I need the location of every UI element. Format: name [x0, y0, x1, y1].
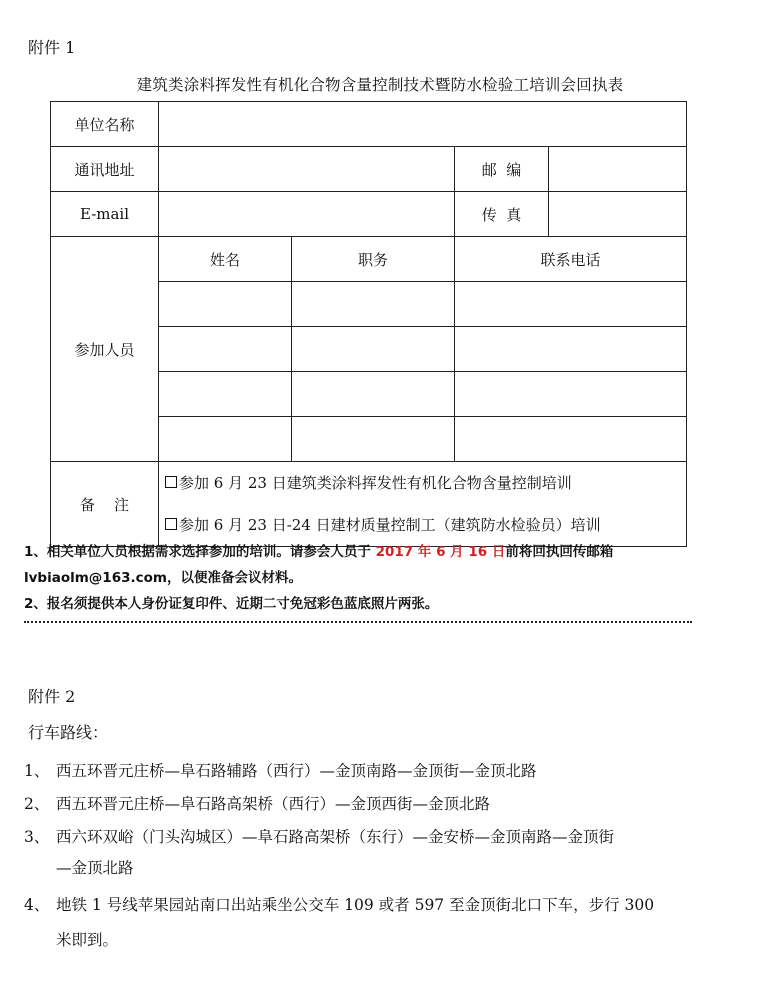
attachment-1-label: 附件 1: [28, 38, 76, 57]
route-text: 地铁 1 号线苹果园站南口出站乘坐公交车 109 或者 597 至金顶街北口下车，步行 300: [56, 896, 655, 914]
label-remarks: 备 注: [51, 462, 159, 547]
participant-phone-field[interactable]: [455, 327, 687, 372]
row-email: [51, 192, 687, 237]
participant-name-field[interactable]: [159, 282, 292, 327]
header-name: 姓名: [159, 237, 292, 282]
label-unit-name: 单位名称: [51, 102, 159, 147]
row-unit: [51, 102, 687, 147]
registration-form-table: [50, 101, 687, 547]
label-address: 通讯地址: [51, 147, 159, 192]
route-item: [24, 759, 537, 781]
note-1-email-line: lvbiaolm@163.com，以便准备会议材料。: [24, 570, 302, 586]
remark-option-1[interactable]: [159, 462, 686, 504]
checkbox-icon[interactable]: [165, 518, 177, 530]
route-continuation: 米即到。: [56, 931, 119, 949]
note-2: 2、报名须提供本人身份证复印件、近期二寸免冠彩色蓝底照片两张。: [24, 596, 439, 612]
route-text: 西六环双峪（门头沟城区）—阜石路高架桥（东行）—金安桥—金顶南路—金顶街: [56, 828, 615, 846]
participant-phone-field[interactable]: [455, 282, 687, 327]
label-postcode: 邮 编: [455, 147, 549, 192]
note-1-text: 1、相关单位人员根据需求选择参加的培训。请参会人员于: [24, 544, 376, 560]
label-participants: 参加人员: [51, 237, 159, 462]
route-number: 2、: [24, 795, 50, 813]
participant-name-field[interactable]: [159, 372, 292, 417]
label-fax: 传 真: [455, 192, 549, 237]
unit-name-field[interactable]: [159, 102, 687, 147]
participant-phone-field[interactable]: [455, 372, 687, 417]
note-1-text-end: 前将回执回传邮箱: [505, 544, 614, 560]
deadline-date: 2017 年 6 月 16 日: [375, 544, 506, 560]
route-item: [24, 792, 490, 814]
fax-field[interactable]: [549, 192, 687, 237]
remarks-options: [159, 462, 687, 547]
header-position: 职务: [292, 237, 455, 282]
route-text: 西五环晋元庄桥—阜石路高架桥（西行）—金顶西街—金顶北路: [56, 795, 491, 813]
remark-option-1-text: 参加 6 月 23 日建筑类涂料挥发性有机化合物含量控制培训: [179, 474, 572, 492]
route-text: 西五环晋元庄桥—阜石路辅路（西行）—金顶南路—金顶街—金顶北路: [56, 762, 537, 780]
route-number: 1、: [24, 762, 50, 780]
note-1: [24, 540, 613, 560]
participant-position-field[interactable]: [292, 372, 455, 417]
route-continuation: —金顶北路: [56, 859, 134, 877]
dotted-divider: [24, 621, 692, 623]
participant-phone-field[interactable]: [455, 417, 687, 462]
participant-position-field[interactable]: [292, 282, 455, 327]
label-email: E-mail: [51, 192, 159, 237]
participant-position-field[interactable]: [292, 417, 455, 462]
row-address: [51, 147, 687, 192]
postcode-field[interactable]: [549, 147, 687, 192]
route-item: [24, 825, 614, 847]
header-phone: 联系电话: [455, 237, 687, 282]
attachment-2-label: 附件 2: [28, 687, 76, 706]
route-item: [24, 893, 654, 915]
route-number: 3、: [24, 828, 50, 846]
route-number: 4、: [24, 896, 50, 914]
remark-option-2-text: 参加 6 月 23 日-24 日建材质量控制工（建筑防水检验员）培训: [179, 516, 601, 534]
route-title: 行车路线：: [28, 723, 109, 742]
checkbox-icon[interactable]: [165, 476, 177, 488]
form-title: 建筑类涂料挥发性有机化合物含量控制技术暨防水检验工培训会回执表: [136, 76, 624, 94]
participant-name-field[interactable]: [159, 327, 292, 372]
row-participant-header: [51, 237, 687, 282]
email-field[interactable]: [159, 192, 455, 237]
address-field[interactable]: [159, 147, 455, 192]
participant-position-field[interactable]: [292, 327, 455, 372]
participant-name-field[interactable]: [159, 417, 292, 462]
row-remarks: [51, 462, 687, 547]
